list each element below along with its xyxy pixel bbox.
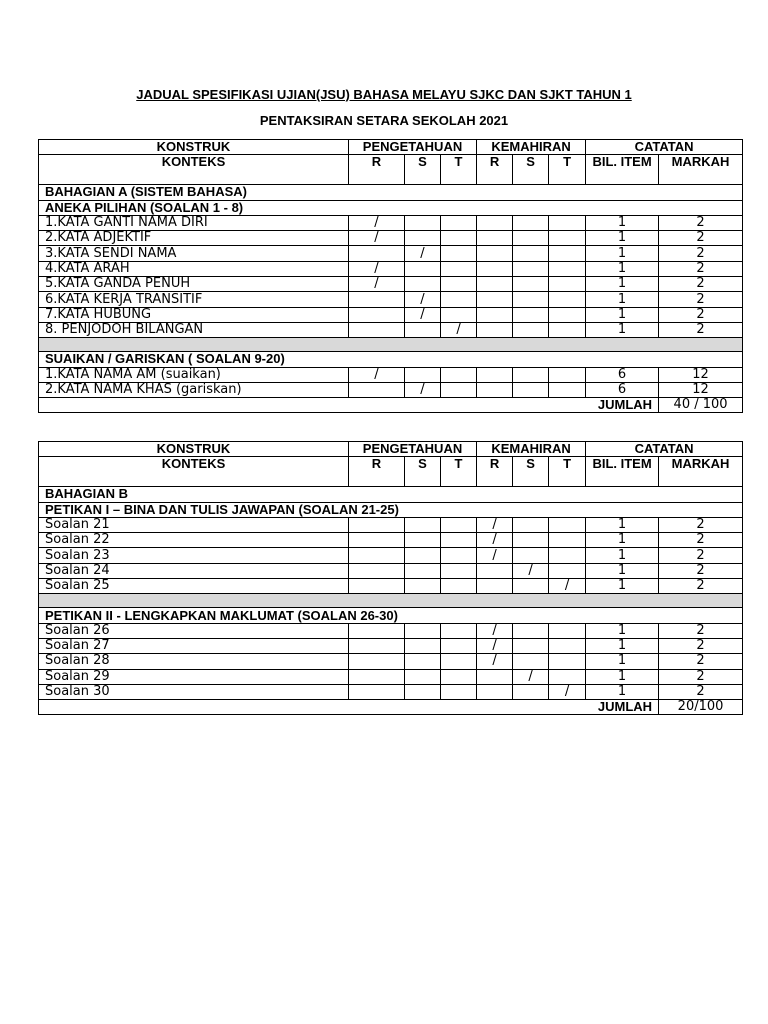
table-row	[39, 548, 743, 563]
separator-cell	[39, 338, 743, 352]
row-bil-item: 1	[586, 292, 659, 307]
row-mark-cell	[549, 669, 586, 684]
spec-table-bahagian-a	[38, 139, 743, 413]
row-mark-cell	[349, 563, 405, 578]
table-row	[39, 246, 743, 261]
row-markah: 2	[659, 579, 743, 594]
table-row	[39, 292, 743, 307]
row-mark-cell	[549, 517, 586, 532]
row-mark-cell	[441, 277, 477, 292]
row-mark-cell	[549, 261, 586, 276]
row-markah: 2	[659, 322, 743, 337]
row-mark-cell	[441, 623, 477, 638]
row-bil-item: 1	[586, 277, 659, 292]
row-markah: 2	[659, 654, 743, 669]
header-kemahiran: KEMAHIRAN	[477, 140, 586, 155]
header-level-t: T	[441, 155, 477, 185]
section-heading: PETIKAN II - LENGKAPKAN MAKLUMAT (SOALAN 26-30)	[39, 608, 743, 623]
row-mark-cell	[513, 277, 549, 292]
row-mark-cell	[549, 277, 586, 292]
row-mark-cell	[549, 533, 586, 548]
table-row	[39, 215, 743, 230]
row-mark-cell	[513, 382, 549, 397]
row-mark-cell	[513, 292, 549, 307]
row-label: 7.KATA HUBUNG	[39, 307, 349, 322]
row-mark-cell	[349, 322, 405, 337]
row-mark-cell	[441, 231, 477, 246]
row-mark-cell	[477, 246, 513, 261]
row-label: Soalan 27	[39, 638, 349, 653]
header-markah: MARKAH	[659, 457, 743, 487]
table-row	[39, 579, 743, 594]
row-markah: 2	[659, 517, 743, 532]
row-bil-item: 1	[586, 654, 659, 669]
table-row	[39, 517, 743, 532]
row-mark-cell: /	[349, 277, 405, 292]
row-mark-cell: /	[477, 623, 513, 638]
row-bil-item: 1	[586, 669, 659, 684]
row-mark-cell	[477, 307, 513, 322]
header-pengetahuan: PENGETAHUAN	[349, 140, 477, 155]
row-mark-cell	[405, 579, 441, 594]
row-mark-cell	[405, 684, 441, 699]
row-mark-cell	[349, 292, 405, 307]
row-label: 8. PENJODOH BILANGAN	[39, 322, 349, 337]
row-label: Soalan 30	[39, 684, 349, 699]
row-mark-cell	[549, 367, 586, 382]
row-bil-item: 1	[586, 623, 659, 638]
row-mark-cell	[549, 292, 586, 307]
row-bil-item: 1	[586, 517, 659, 532]
section-heading: ANEKA PILIHAN (SOALAN 1 - 8)	[39, 200, 743, 215]
row-mark-cell	[405, 277, 441, 292]
row-label: 6.KATA KERJA TRANSITIF	[39, 292, 349, 307]
row-mark-cell	[441, 579, 477, 594]
row-mark-cell	[405, 638, 441, 653]
row-markah: 12	[659, 367, 743, 382]
row-mark-cell	[349, 533, 405, 548]
table-row	[39, 261, 743, 276]
separator-cell	[39, 594, 743, 608]
total-label: JUMLAH	[39, 398, 659, 413]
row-mark-cell	[549, 322, 586, 337]
row-mark-cell	[405, 533, 441, 548]
row-mark-cell: /	[349, 215, 405, 230]
row-mark-cell: /	[405, 382, 441, 397]
total-value: 20/100	[659, 700, 743, 715]
row-mark-cell	[513, 579, 549, 594]
row-mark-cell	[349, 548, 405, 563]
row-mark-cell	[477, 579, 513, 594]
row-mark-cell	[405, 215, 441, 230]
header-level-s: S	[513, 155, 549, 185]
table-row	[39, 307, 743, 322]
row-mark-cell: /	[405, 246, 441, 261]
row-mark-cell: /	[477, 548, 513, 563]
row-markah: 2	[659, 292, 743, 307]
row-mark-cell	[441, 261, 477, 276]
row-mark-cell	[405, 367, 441, 382]
row-label: Soalan 23	[39, 548, 349, 563]
row-markah: 2	[659, 277, 743, 292]
row-mark-cell	[441, 669, 477, 684]
row-label: Soalan 26	[39, 623, 349, 638]
row-mark-cell: /	[441, 322, 477, 337]
table-row	[39, 367, 743, 382]
row-mark-cell	[405, 517, 441, 532]
section-heading-row	[39, 487, 743, 502]
row-markah: 2	[659, 246, 743, 261]
row-mark-cell	[441, 307, 477, 322]
row-mark-cell	[513, 231, 549, 246]
row-mark-cell	[477, 563, 513, 578]
header-level-r: R	[349, 457, 405, 487]
row-mark-cell	[477, 684, 513, 699]
row-bil-item: 1	[586, 246, 659, 261]
row-mark-cell	[513, 654, 549, 669]
row-mark-cell	[477, 261, 513, 276]
row-mark-cell	[513, 307, 549, 322]
separator-row	[39, 338, 743, 352]
row-label: Soalan 21	[39, 517, 349, 532]
separator-row	[39, 594, 743, 608]
row-mark-cell: /	[549, 579, 586, 594]
row-mark-cell	[513, 638, 549, 653]
header-level-r: R	[477, 155, 513, 185]
row-mark-cell: /	[349, 367, 405, 382]
row-label: Soalan 28	[39, 654, 349, 669]
header-bil-item: BIL. ITEM	[586, 155, 659, 185]
table-row	[39, 563, 743, 578]
row-mark-cell	[549, 623, 586, 638]
row-label: Soalan 24	[39, 563, 349, 578]
row-bil-item: 1	[586, 684, 659, 699]
row-mark-cell	[513, 517, 549, 532]
row-label: 1.KATA GANTI NAMA DIRI	[39, 215, 349, 230]
row-mark-cell	[349, 246, 405, 261]
header-level-t: T	[549, 457, 586, 487]
header-konstruk: KONSTRUK	[39, 442, 349, 457]
row-mark-cell: /	[513, 563, 549, 578]
row-mark-cell	[441, 246, 477, 261]
row-markah: 12	[659, 382, 743, 397]
row-mark-cell	[405, 231, 441, 246]
row-mark-cell	[513, 623, 549, 638]
row-mark-cell	[477, 277, 513, 292]
table-row	[39, 638, 743, 653]
table-row	[39, 669, 743, 684]
row-markah: 2	[659, 669, 743, 684]
table-row	[39, 322, 743, 337]
row-label: Soalan 29	[39, 669, 349, 684]
row-bil-item: 1	[586, 638, 659, 653]
row-bil-item: 1	[586, 579, 659, 594]
row-mark-cell	[405, 623, 441, 638]
row-mark-cell	[477, 367, 513, 382]
row-mark-cell	[549, 548, 586, 563]
row-mark-cell	[441, 382, 477, 397]
row-mark-cell	[477, 322, 513, 337]
row-mark-cell: /	[349, 231, 405, 246]
row-mark-cell	[513, 548, 549, 563]
section-heading-row	[39, 185, 743, 200]
row-mark-cell	[549, 638, 586, 653]
row-mark-cell	[349, 307, 405, 322]
row-mark-cell	[405, 322, 441, 337]
header-catatan: CATATAN	[586, 442, 743, 457]
header-row	[39, 442, 743, 457]
header-konteks: KONTEKS	[39, 155, 349, 185]
row-label: 2.KATA ADJEKTIF	[39, 231, 349, 246]
row-mark-cell: /	[405, 292, 441, 307]
row-mark-cell	[477, 231, 513, 246]
row-mark-cell	[441, 292, 477, 307]
row-mark-cell: /	[477, 517, 513, 532]
row-mark-cell	[513, 215, 549, 230]
document-subtitle: PENTAKSIRAN SETARA SEKOLAH 2021	[259, 113, 509, 128]
row-mark-cell	[441, 684, 477, 699]
row-mark-cell	[513, 684, 549, 699]
header-level-s: S	[405, 457, 441, 487]
row-label: Soalan 22	[39, 533, 349, 548]
row-mark-cell	[349, 669, 405, 684]
row-label: 4.KATA ARAH	[39, 261, 349, 276]
row-bil-item: 1	[586, 533, 659, 548]
header-level-r: R	[349, 155, 405, 185]
row-mark-cell	[477, 292, 513, 307]
table-row	[39, 623, 743, 638]
header-kemahiran: KEMAHIRAN	[477, 442, 586, 457]
row-mark-cell: /	[477, 654, 513, 669]
row-label: 5.KATA GANDA PENUH	[39, 277, 349, 292]
row-bil-item: 1	[586, 215, 659, 230]
row-mark-cell: /	[477, 533, 513, 548]
row-label: Soalan 25	[39, 579, 349, 594]
row-mark-cell	[477, 382, 513, 397]
row-mark-cell: /	[477, 638, 513, 653]
table-row	[39, 231, 743, 246]
row-markah: 2	[659, 231, 743, 246]
row-label: 2.KATA NAMA KHAS (gariskan)	[39, 382, 349, 397]
header-level-s: S	[513, 457, 549, 487]
row-mark-cell	[441, 638, 477, 653]
row-mark-cell	[441, 215, 477, 230]
row-mark-cell	[405, 261, 441, 276]
header-row	[39, 140, 743, 155]
section-heading: SUAIKAN / GARISKAN ( SOALAN 9-20)	[39, 352, 743, 367]
row-bil-item: 1	[586, 563, 659, 578]
header-level-t: T	[549, 155, 586, 185]
header-konteks: KONTEKS	[39, 457, 349, 487]
table-row	[39, 277, 743, 292]
row-mark-cell	[477, 215, 513, 230]
row-mark-cell	[513, 533, 549, 548]
section-heading-row	[39, 352, 743, 367]
row-mark-cell	[441, 517, 477, 532]
table-row	[39, 684, 743, 699]
row-mark-cell	[513, 322, 549, 337]
section-heading-row	[39, 608, 743, 623]
row-mark-cell	[349, 517, 405, 532]
header-catatan: CATATAN	[586, 140, 743, 155]
table-row	[39, 654, 743, 669]
row-markah: 2	[659, 563, 743, 578]
table-row	[39, 533, 743, 548]
row-mark-cell	[349, 579, 405, 594]
row-markah: 2	[659, 548, 743, 563]
section-heading: PETIKAN I – BINA DAN TULIS JAWAPAN (SOALAN 21-25)	[39, 502, 743, 517]
total-row	[39, 700, 743, 715]
row-mark-cell	[405, 654, 441, 669]
row-label: 3.KATA SENDI NAMA	[39, 246, 349, 261]
row-mark-cell	[441, 367, 477, 382]
section-heading: BAHAGIAN A (SISTEM BAHASA)	[39, 185, 743, 200]
row-mark-cell	[549, 382, 586, 397]
row-bil-item: 6	[586, 367, 659, 382]
row-mark-cell	[349, 623, 405, 638]
header-row	[39, 155, 743, 185]
row-bil-item: 6	[586, 382, 659, 397]
row-mark-cell	[349, 654, 405, 669]
row-mark-cell	[441, 654, 477, 669]
row-bil-item: 1	[586, 231, 659, 246]
row-mark-cell: /	[513, 669, 549, 684]
row-mark-cell	[405, 669, 441, 684]
spec-table-bahagian-b	[38, 441, 743, 715]
row-markah: 2	[659, 261, 743, 276]
row-mark-cell: /	[549, 684, 586, 699]
row-mark-cell	[513, 246, 549, 261]
row-mark-cell	[513, 367, 549, 382]
header-level-t: T	[441, 457, 477, 487]
row-mark-cell	[441, 548, 477, 563]
section-heading-row	[39, 200, 743, 215]
row-mark-cell: /	[349, 261, 405, 276]
row-markah: 2	[659, 638, 743, 653]
header-pengetahuan: PENGETAHUAN	[349, 442, 477, 457]
row-bil-item: 1	[586, 261, 659, 276]
row-mark-cell	[405, 548, 441, 563]
row-markah: 2	[659, 215, 743, 230]
row-mark-cell	[477, 669, 513, 684]
header-markah: MARKAH	[659, 155, 743, 185]
row-mark-cell	[549, 563, 586, 578]
row-markah: 2	[659, 684, 743, 699]
row-mark-cell	[349, 684, 405, 699]
row-mark-cell	[549, 215, 586, 230]
row-mark-cell: /	[405, 307, 441, 322]
row-mark-cell	[549, 654, 586, 669]
row-bil-item: 1	[586, 322, 659, 337]
header-bil-item: BIL. ITEM	[586, 457, 659, 487]
header-level-r: R	[477, 457, 513, 487]
section-heading: BAHAGIAN B	[39, 487, 743, 502]
row-bil-item: 1	[586, 307, 659, 322]
row-mark-cell	[441, 533, 477, 548]
row-mark-cell	[349, 638, 405, 653]
row-mark-cell	[349, 382, 405, 397]
row-label: 1.KATA NAMA AM (suaikan)	[39, 367, 349, 382]
total-label: JUMLAH	[39, 700, 659, 715]
table-row	[39, 382, 743, 397]
document-title: JADUAL SPESIFIKASI UJIAN(JSU) BAHASA MELAYU SJKC DAN SJKT TAHUN 1	[136, 87, 632, 102]
row-mark-cell	[549, 231, 586, 246]
row-bil-item: 1	[586, 548, 659, 563]
row-mark-cell	[549, 307, 586, 322]
row-markah: 2	[659, 623, 743, 638]
row-mark-cell	[441, 563, 477, 578]
header-level-s: S	[405, 155, 441, 185]
row-mark-cell	[513, 261, 549, 276]
header-konstruk: KONSTRUK	[39, 140, 349, 155]
total-value: 40 / 100	[659, 398, 743, 413]
section-heading-row	[39, 502, 743, 517]
header-row	[39, 457, 743, 487]
total-row	[39, 398, 743, 413]
row-mark-cell	[405, 563, 441, 578]
row-mark-cell	[549, 246, 586, 261]
row-markah: 2	[659, 307, 743, 322]
row-markah: 2	[659, 533, 743, 548]
